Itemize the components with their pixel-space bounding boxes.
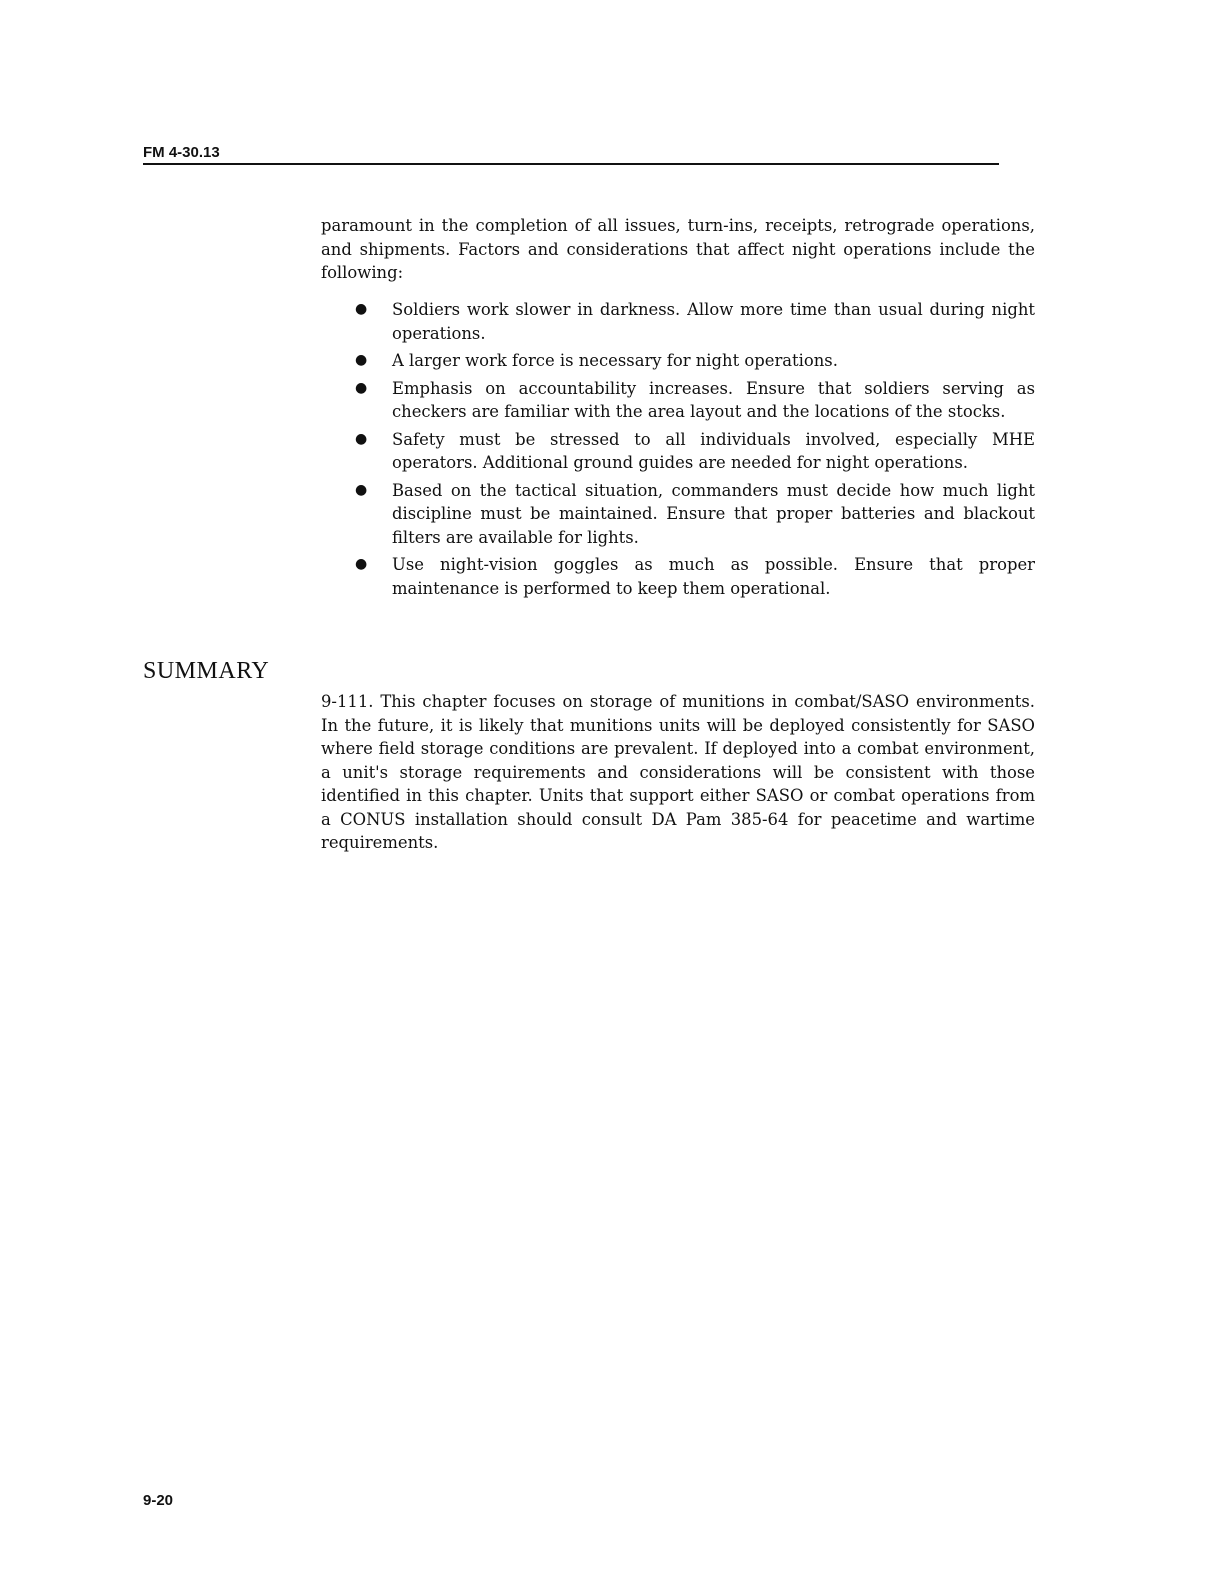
list-item [321, 349, 1035, 373]
document-id: FM 4-30.13 [143, 144, 220, 161]
bullet-icon: ● [355, 556, 368, 572]
bullet-icon: ● [355, 379, 368, 396]
list-item-text: Soldiers work slower in darkness. Allow more time than usual during night operations. [392, 300, 1035, 343]
list-item-text: Use night-vision goggles as much as possible. Ensure that proper maintenance is performed to keep them operational. [392, 555, 1035, 598]
bullet-icon: ● [355, 481, 368, 498]
list-item-text: Emphasis on accountability increases. Ensure that soldiers serving as checkers are familiar with the area layout and the locations of the stocks. [392, 378, 1035, 421]
list-item [321, 479, 1035, 550]
bullet-icon: ● [355, 352, 368, 368]
bullet-icon: ● [355, 430, 368, 447]
list-item [321, 377, 1035, 424]
list-item-text: A larger work force is necessary for night operations. [392, 351, 838, 370]
list-item [321, 428, 1035, 475]
list-item-text: Safety must be stressed to all individuals involved, especially MHE operators. Additional ground guides are needed for night operations. [392, 429, 1035, 472]
list-item [321, 553, 1035, 600]
page-header [143, 143, 999, 165]
section-heading: SUMMARY [143, 658, 270, 684]
considerations-list [321, 298, 1035, 604]
bullet-icon: ● [355, 301, 368, 317]
intro-paragraph: paramount in the completion of all issues, turn-ins, receipts, retrograde operations, and shipments. Factors and considerations that affect night operations include the following: [321, 216, 1035, 282]
summary-paragraph: 9-111. This chapter focuses on storage of munitions in combat/SASO environments. In the future, it is likely that munitions units will be deployed consistently for SASO where field storage conditions are prevalent. If deployed into a combat environment, a unit's storage requirements and considerations will be consistent with those identified in this chapter. Units that support either SASO or combat operations from a CONUS installation should consult DA Pam 385-64 for peacetime and wartime requirements. [321, 692, 1035, 852]
list-item [321, 298, 1035, 345]
page-number: 9-20 [143, 1492, 174, 1509]
list-item-text: Based on the tactical situation, commanders must decide how much light discipline must be maintained. Ensure that proper batteries and blackout filters are available for lights. [392, 480, 1035, 547]
